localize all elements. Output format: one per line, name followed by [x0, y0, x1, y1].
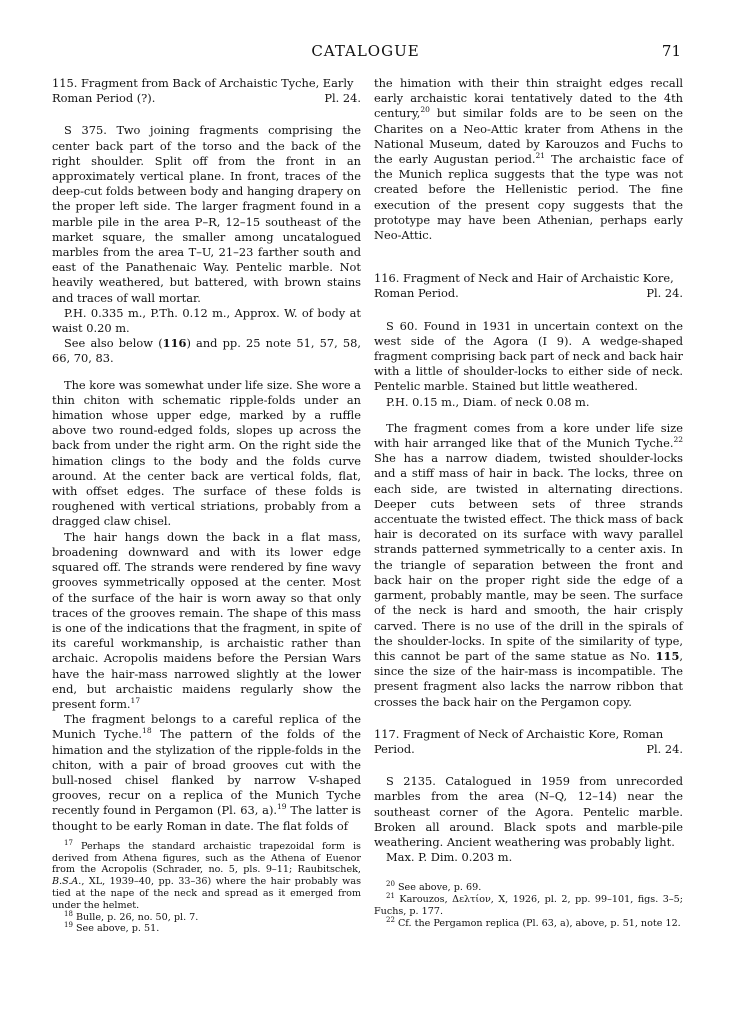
footnote-ref: 18: [142, 726, 152, 736]
entry-117-dimensions: Max. P. Dim. 0.203 m.: [386, 850, 513, 865]
footnotes-right: [374, 882, 683, 929]
entry-116-description: S 60. Found in 1931 in uncertain context on the west side of the Agora (I 9). A wedge-shaped fragment comprising back part of neck and back hair with a little of shoulder-locks to either side of neck. Pentelic marble. Stained but little weathered.: [374, 318, 683, 394]
footnote-18: $^{18}$ Bulle, p. 26, no. 50, pl. 7.: [64, 909, 199, 923]
body-paragraph: The hair hangs down the back in a flat mass, broadening downward and with its lower edge squared off. The strands were rendered by fine wavy grooves symmetrically opposed at the center. Most of the surface of the hair is worn away so that only traces of the grooves remain. The shape of this mass is one of the indications that the fragment, in spite of its careful workmanship, is archaistic rather than archaic. Acropolis maidens before the Persian Wars have the hair-mass narrowed slightly at the lower end, but archaistic maidens regularly show the present form.$^{17}$: [52, 529, 361, 711]
page-number: 71: [661, 42, 681, 60]
body-paragraph: The fragment comes from a kore under life size with hair arranged like that of the Munich Tyche.$^{22}$ She has a narrow diadem, twisted shoulder-locks and a stiff mass of hair in back. The locks, three on each side, are twisted in alternating directions. Deeper cuts between sets of three strands accentuate the twisted effect. The thick mass of back hair is decorated on its surface with wavy parallel strands patterned symmetrically to a center axis. In the triangle of separation between the front and back hair on the proper right side the edge of a garment, probably mantle, may be seen. The surface of the neck is hard and smooth, the hair crisply carved. There is no use of the drill in the spirals of the shoulder-locks. In spite of the similarity of type, this cannot be part of the same statue as No. 115, since the size of the hair-mass is incompatible. The present fragment also lacks the narrow ribbon that crosses the back hair on the Pergamon copy.: [374, 420, 683, 709]
footnote-17: $^{17}$ Perhaps the standard archaistic trapezoidal form is derived from Athena figures, such as the Athena of Euenor from the Acropolis (Schrader, no. 5, pls. 9–11; Raubitschek, B.S.A., XL, 1939–40, pp. 33–36) where the hair probably was tied at the nape of the neck and spread as it emerged from under the helmet.: [52, 838, 361, 911]
continued-paragraph: the himation with their thin straight edges recall early archaistic korai tentatively dated to the 4th century,$^{20}$ but similar folds are to be seen on the Charites on a Neo-Attic krater from Athens in the National Museum, dated by Karouzos and Fuchs to the early Augustan period.$^{21}$ The archaistic face of the Munich replica suggests that the type was not created before the Hellenistic period. The fine execution of the present copy suggests that the prototype may have been Athenian, perhaps early Neo-Attic.: [374, 76, 683, 243]
footnote-20: $^{20}$ See above, p. 69.: [386, 880, 482, 894]
footnote-22: $^{22}$ Cf. the Pergamon replica (Pl. 63, a), above, p. 51, note 12.: [386, 915, 681, 929]
footnote-ref: 21: [535, 151, 546, 161]
entry-116-heading: 116. Fragment of Neck and Hair of Archaistic Kore, Roman Period. Pl. 24.: [374, 271, 683, 301]
entry-117-description: S 2135. Catalogued in 1959 from unrecorded marbles from the area (N–Q, 12–14) near the southeast corner of the Agora. Pentelic marble. Broken all around. Black spots and marble-pile weathering. Ancient weathering was probably light.: [374, 774, 683, 849]
entry-117-heading: 117. Fragment of Neck of Archaistic Kore, Roman Period. Pl. 24.: [374, 726, 683, 756]
right-column: [374, 76, 683, 930]
plate-ref: Pl. 24.: [646, 286, 683, 301]
body-paragraph: The fragment belongs to a careful replica of the Munich Tyche.$^{18}$ The pattern of the folds of the himation and the stylization of the ripple-folds in the chiton, with a pair of broad grooves cut with the bull-nosed chisel flanked by narrow V-shaped grooves, recur on a replica of the Munich Tyche recently found in Pergamon (Pl. 63, a).$^{19}$ The latter is thought to be early Roman in date. The flat folds of: [52, 712, 361, 833]
footnote-ref: 17: [130, 696, 141, 706]
footnote-19: $^{19}$ See above, p. 51.: [64, 921, 160, 935]
entry-115-see-also: See also below (116) and pp. 25 note 51, 57, 58, 66, 70, 83.: [52, 336, 362, 366]
left-column: [52, 76, 361, 935]
footnote-21: $^{21}$ Karouzos, Δελτίον, X, 1926, pl. 2, pp. 99–101, figs. 3–5; Fuchs, p. 177.: [374, 891, 683, 917]
entry-115-description: S 375. Two joining fragments comprising the center back part of the torso and the back of the right shoulder. Split off from the front in an approximately vertical plane. In front, traces of the deep-cut folds between body and hanging drapery on the proper left side. The larger fragment found in a marble pile in the area P–R, 12–15 southeast of the market square, the smaller among uncatalogued marbles from the area T–U, 21–23 farther south and east of the Panathenaic Way. Pentelic marble. Not heavily weathered, but battered, with brown stains and traces of wall mortar.: [52, 123, 361, 305]
footnote-ref: 22: [673, 435, 683, 445]
footnote-ref: 20: [420, 105, 430, 115]
body-paragraph: The kore was somewhat under life size. She wore a thin chiton with schematic ripple-folds under an himation whose upper edge, marked by a ruffle above two round-edged folds, slopes up across the back from under the right arm. On the right side the himation clings to the body and the folds curve around. At the center back are vertical folds, flat, with offset edges. The surface of these folds is roughened with vertical striations, probably from a dragged claw chisel.: [52, 377, 362, 529]
entry-115-dimensions: P.H. 0.335 m., P.Th. 0.12 m., Approx. W. of body at waist 0.20 m.: [52, 305, 361, 336]
footnote-ref: 19: [277, 802, 287, 812]
plate-ref: Pl. 24.: [324, 91, 361, 106]
entry-115-heading: 115. Fragment from Back of Archaistic Tyche, Early Roman Period (?). Pl. 24.: [52, 76, 361, 106]
footnotes-left: [52, 838, 361, 935]
entry-116-dimensions: P.H. 0.15 m., Diam. of neck 0.08 m.: [386, 394, 590, 409]
plate-ref: Pl. 24.: [646, 741, 683, 756]
running-head: CATALOGUE: [311, 42, 420, 60]
